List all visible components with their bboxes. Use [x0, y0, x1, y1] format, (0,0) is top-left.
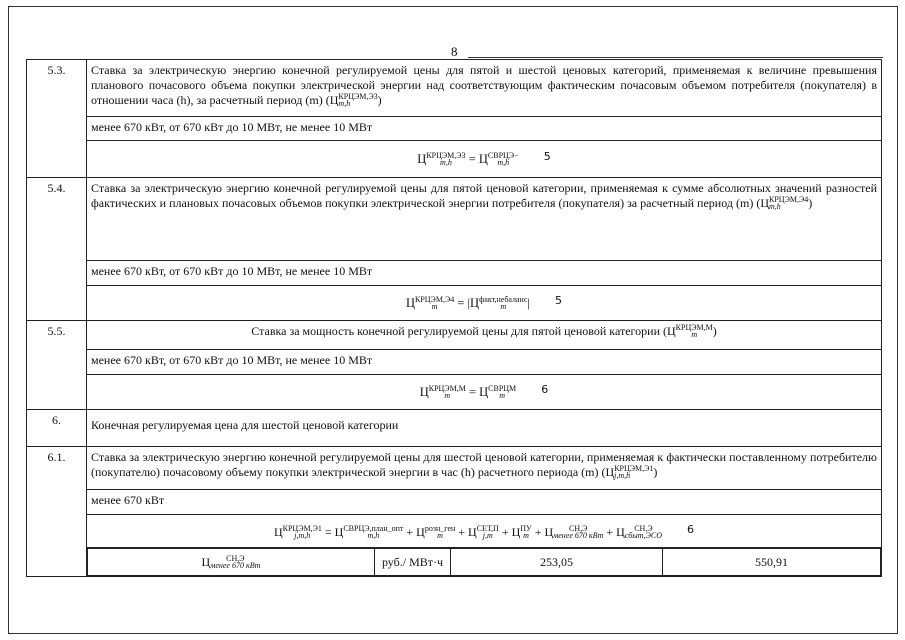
- row-description: Ставка за электрическую энергию конечной регулируемой цены для шестой ценовой категории, применяемая к фактически поставленному потребителю (покупателю) почасовому объему покупки электрической энергии в час (h) расчетного периода (m) (Ц КРЦЭМ,Э1 j,m,h ): [87, 447, 882, 490]
- table-row: [27, 410, 882, 447]
- row-number: 5.5.: [27, 321, 87, 410]
- formula-cell: Ц КРЦЭМ,Э3 m,h = Ц СВРЦЭ− m,h 5: [87, 141, 882, 178]
- value-row: [87, 548, 882, 577]
- table-row: [27, 178, 882, 261]
- table-row: [27, 515, 882, 548]
- table-row: [27, 490, 882, 515]
- condition-cell: менее 670 кВт, от 670 кВт до 10 МВт, не менее 10 МВт: [87, 117, 882, 141]
- formula-number: 6: [687, 522, 695, 536]
- table-row: [27, 141, 882, 178]
- table-row: [27, 447, 882, 490]
- row-number: 6.1.: [27, 447, 87, 577]
- table-row: [27, 321, 882, 350]
- condition-cell: менее 670 кВт: [87, 490, 882, 515]
- table-row: [27, 286, 882, 321]
- page-number-rule: [468, 57, 883, 58]
- row-number: 6.: [27, 410, 87, 447]
- formula-cell: Ц КРЦЭМ,Э1 j,m,h = Ц СВРЦЭ,план_опт m,h + Ц розн_ген m + Ц СЕТ,П j,m + Ц ПУ m + Ц СН,Э менее 670 кВт + Ц СН,Э сбыт,ЭСО 6: [87, 515, 882, 548]
- row-description: Ставка за электрическую энергию конечной регулируемой цены для пятой ценовой категории, применяемая к сумме абсолютных значений разностей фактических и плановых почасовых объемов покупки электрической энергии потребителя (покупателя) за расчетный период (m) (Ц КРЦЭМ,Э4 m,h ): [87, 178, 882, 261]
- formula-number: 5: [555, 294, 563, 308]
- condition-cell: менее 670 кВт, от 670 кВт до 10 МВт, не менее 10 МВт: [87, 350, 882, 375]
- condition-cell: менее 670 кВт, от 670 кВт до 10 МВт, не менее 10 МВт: [87, 261, 882, 286]
- table-row: [27, 117, 882, 141]
- row-description: Ставка за электрическую энергию конечной регулируемой цены для пятой и шестой ценовых категорий, применяемая к величине превышения планового почасового объема покупки электрической энергии над соответствующим фактическим почасовым объемом потребителя (покупателя) в отношении часа (h), за расчетный период (m) (Ц КРЦЭМ,Э3 m,h ): [87, 60, 882, 117]
- formula-number: 5: [543, 150, 551, 164]
- table-row: [27, 375, 882, 410]
- row-description: Конечная регулируемая цена для шестой ценовой категории: [87, 410, 882, 447]
- page-number: 8: [451, 44, 458, 59]
- row-number: 5.4.: [27, 178, 87, 321]
- formula-cell: Ц КРЦЭМ,Э4 m = |Ц факт,небаланс m | 5: [87, 286, 882, 321]
- table-row: [27, 548, 882, 577]
- unit-cell: руб./ МВт·ч: [375, 549, 451, 576]
- formula-cell: Ц КРЦЭМ,М m = Ц СВРЦМ m 6: [87, 375, 882, 410]
- table-row: [27, 60, 882, 117]
- tariff-table: [26, 59, 882, 577]
- table-row: [27, 261, 882, 286]
- value-cell-2: 550,91: [663, 549, 881, 576]
- row-description: Ставка за мощность конечной регулируемой цены для пятой ценовой категории (Ц КРЦЭМ,М m ): [87, 321, 882, 350]
- value-cell-1: 253,05: [451, 549, 663, 576]
- row-number: 5.3.: [27, 60, 87, 178]
- table-row: [27, 350, 882, 375]
- formula-number: 6: [541, 383, 549, 397]
- value-label: Ц СН,Э менее 670 кВт: [88, 549, 375, 576]
